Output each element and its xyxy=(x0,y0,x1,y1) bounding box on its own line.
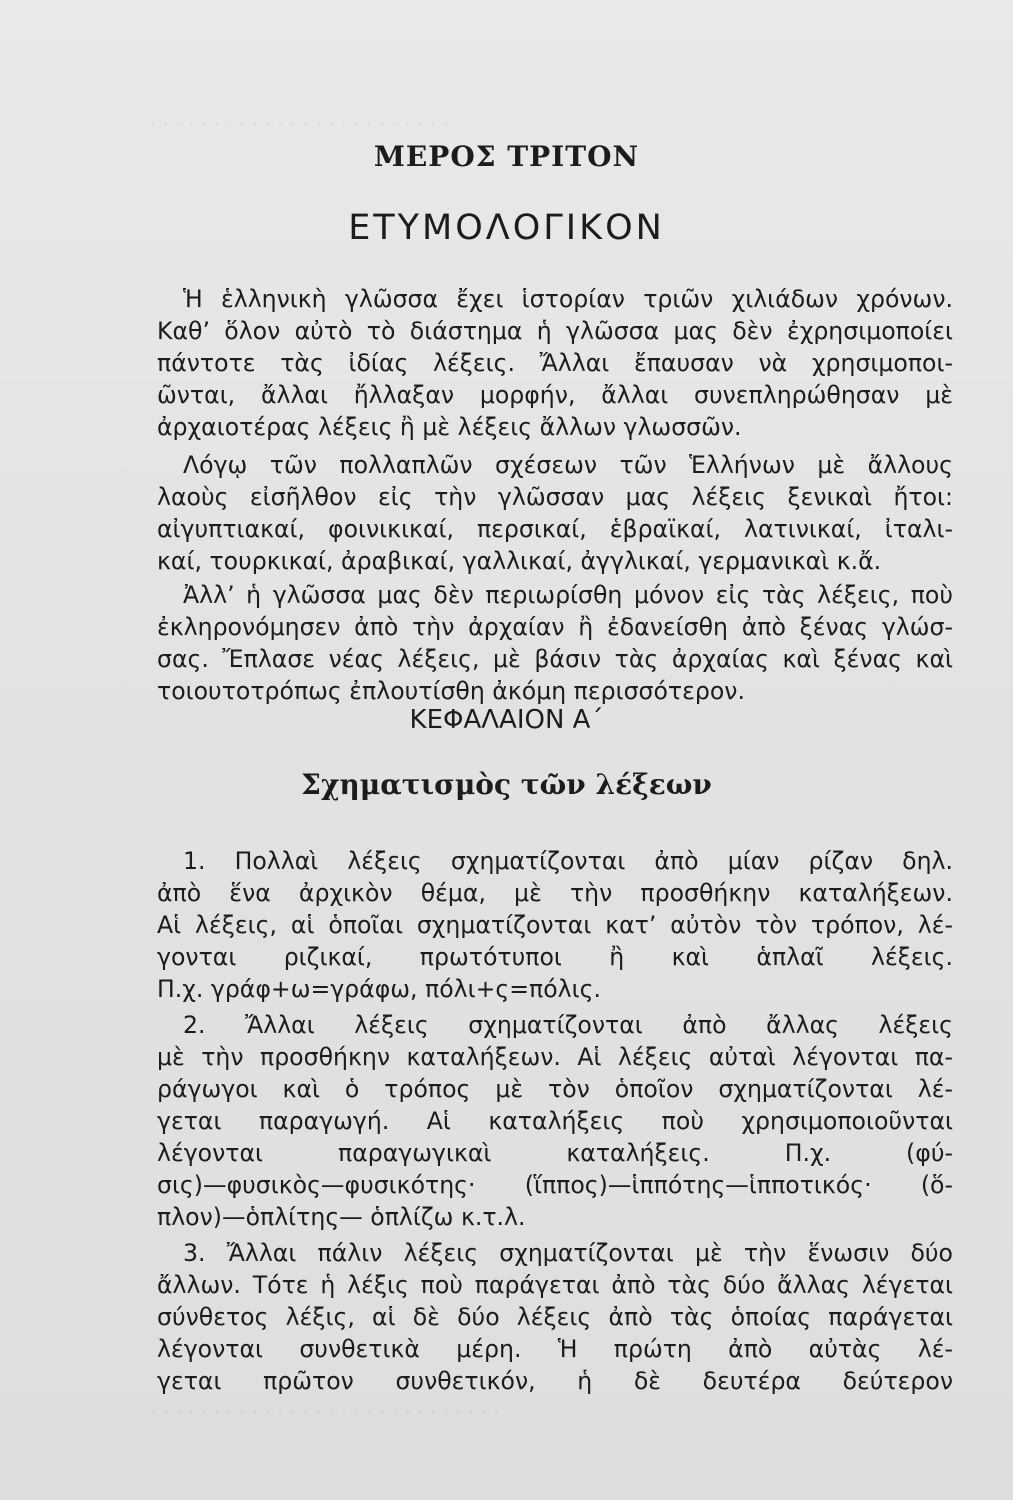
text-line: ἄλλων. Τότε ἡ λέξις ποὺ παράγεται ἀπὸ τὰς δύο ἄλλας λέγεται xyxy=(157,1271,953,1299)
text-line: γονται ριζικαί, πρωτότυποι ἢ καὶ ἁπλαῖ λέξεις. xyxy=(157,943,953,971)
text-line: Ἀλλ’ ἡ γλῶσσα μας δὲν περιωρίσθη μόνον εἰς τὰς λέξεις, ποὺ xyxy=(183,581,953,609)
chapter-subtitle: Σχηματισμὸς τῶν λέξεων xyxy=(301,768,712,801)
text-line: σας. Ἔπλασε νέας λέξεις, μὲ βάσιν τὰς ἀρχαίας καὶ ξένας καὶ xyxy=(157,645,953,673)
text-line: Αἱ λέξεις, αἱ ὁποῖαι σχηματίζονται κατ’ αὐτὸν τὸν τρόπον, λέ- xyxy=(157,911,953,939)
text-line: Π.χ. γράφ+ω=γράφω, πόλι+ς=πόλις. xyxy=(157,975,601,1003)
text-line: ἀπὸ ἕνα ἀρχικὸν θέμα, μὲ τὴν προσθήκην καταλήξεων. xyxy=(157,879,953,907)
text-line: 1. Πολλαὶ λέξεις σχηματίζονται ἀπὸ μίαν ρίζαν δηλ. xyxy=(183,847,953,875)
text-line: λέγονται συνθετικὰ μέρη. Ἡ πρώτη ἀπὸ αὐτὰς λέ- xyxy=(157,1335,953,1363)
text-line: Ἡ ἑλληνικὴ γλῶσσα ἔχει ἱστορίαν τριῶν χιλιάδων χρόνων. xyxy=(183,285,953,313)
text-line: ῶνται, ἄλλαι ἤλλαξαν μορφήν, ἄλλαι συνεπληρώθησαν μὲ xyxy=(157,381,953,409)
text-line: ράγωγοι καὶ ὁ τρόπος μὲ τὸν ὁποῖον σχηματίζονται λέ- xyxy=(157,1075,953,1103)
text-line: Λόγῳ τῶν πολλαπλῶν σχέσεων τῶν Ἑλλήνων μὲ ἄλλους xyxy=(183,451,953,479)
text-line: μὲ τὴν προσθήκην καταλήξεων. Αἱ λέξεις αὐταὶ λέγονται πα- xyxy=(157,1043,953,1071)
text-line: σις)—φυσικὸς—φυσικότης· (ἵππος)—ἱππότης—ἱπποτικός· (ὅ- xyxy=(157,1171,953,1199)
text-line: καί, τουρκικαί, ἀραβικαί, γαλλικαί, ἀγγλικαί, γερμανικαὶ κ.ἄ. xyxy=(157,547,882,575)
text-line: γεται παραγωγή. Αἱ καταλήξεις ποὺ χρησιμοποιοῦνται xyxy=(157,1107,953,1135)
chapter-title: ΚΕΦΑΛΑΙΟΝ Α΄ xyxy=(409,705,604,735)
text-line: πάντοτε τὰς ἰδίας λέξεις. Ἄλλαι ἔπαυσαν νὰ χρησιμοποι- xyxy=(157,349,953,377)
text-line: 3. Ἄλλαι πάλιν λέξεις σχηματίζονται μὲ τὴν ἕνωσιν δύο xyxy=(183,1239,953,1267)
bleed-through-text: · · · · · · · · · · · · · · · · · · · · · · · · xyxy=(150,112,449,136)
section-title: ΕΤΥΜΟΛΟΓΙΚΟΝ xyxy=(348,208,665,248)
text-line: πλον)—ὁπλίτης— ὁπλίζω κ.τ.λ. xyxy=(157,1203,526,1231)
text-line: λαοὺς εἰσῆλθον εἰς τὴν γλῶσσαν μας λέξεις ξενικαὶ ἤτοι: xyxy=(157,483,953,511)
text-line: 2. Ἄλλαι λέξεις σχηματίζονται ἀπὸ ἄλλας λέξεις xyxy=(183,1011,953,1039)
text-line: σύνθετος λέξις, αἱ δὲ δύο λέξεις ἀπὸ τὰς ὁποίας παράγεται xyxy=(157,1303,953,1331)
text-line: ἐκληρονόμησεν ἀπὸ τὴν ἀρχαίαν ἢ ἐδανείσθη ἀπὸ ξένας γλώσ- xyxy=(157,613,953,641)
bleed-through-text: · · · · · · · · · · · · · · · · · · · · · · · · · · · · xyxy=(150,1400,500,1424)
text-line: γεται πρῶτον συνθετικόν, ἡ δὲ δευτέρα δεύτερον xyxy=(157,1367,953,1395)
text-line: Καθ’ ὅλον αὐτὸ τὸ διάστημα ἡ γλῶσσα μας δὲν ἐχρησιμοποίει xyxy=(157,317,953,345)
text-line: αἰγυπτιακαί, φοινικικαί, περσικαί, ἑβραϊκαί, λατινικαί, ἰταλι- xyxy=(157,515,953,543)
text-line: λέγονται παραγωγικαὶ καταλήξεις. Π.χ. (φύ- xyxy=(157,1139,953,1167)
text-line: τοιουτοτρόπως ἐπλουτίσθη ἀκόμη περισσότερον. xyxy=(157,677,745,705)
part-title: ΜΕΡΟΣ ΤΡΙΤΟΝ xyxy=(373,140,640,173)
text-line: ἀρχαιοτέρας λέξεις ἢ μὲ λέξεις ἄλλων γλωσσῶν. xyxy=(157,413,742,441)
